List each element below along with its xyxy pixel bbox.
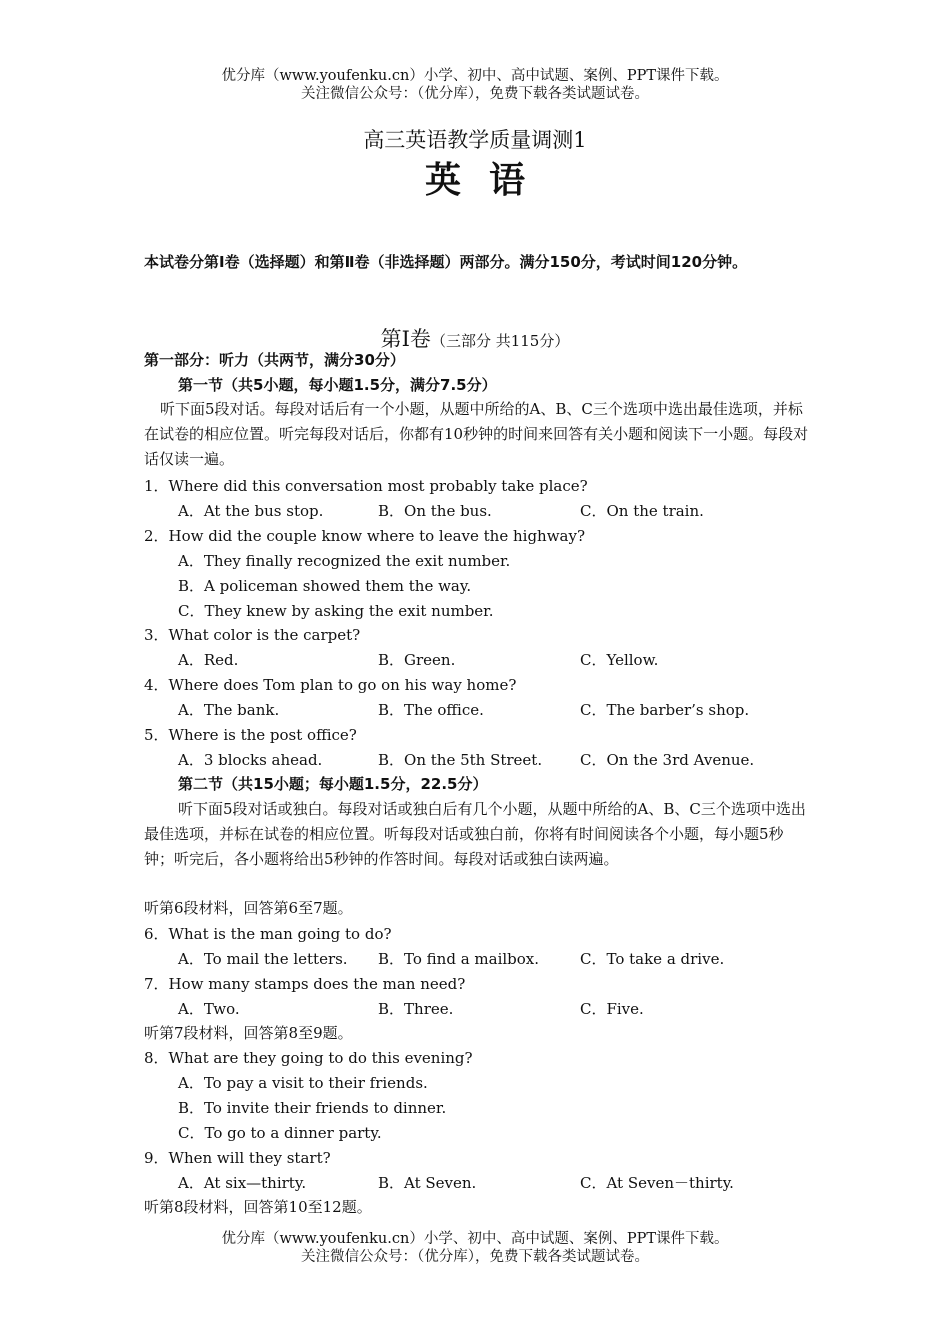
section2-title: 第二节（共15小题；每小题1.5分，22.5分） — [178, 775, 488, 793]
question-2-option-b: B．A policeman showed them the way. — [178, 577, 472, 595]
question-9-option-a: A．At six—thirty. — [178, 1174, 307, 1192]
question-3-stem: 3．What color is the carpet? — [144, 626, 361, 644]
page-header-line-2: 关注微信公众号：（优分库），免费下载各类试题试卷。 — [301, 86, 649, 102]
question-6-stem: 6．What is the man going to do? — [144, 925, 392, 943]
subject-title: 英语 — [424, 160, 553, 201]
volume-note: （三部分 共115分） — [430, 332, 570, 350]
question-1-stem: 1．Where did this conversation most probably take place? — [144, 477, 588, 495]
page-footer-line-2: 关注微信公众号：（优分库），免费下载各类试题试卷。 — [301, 1249, 649, 1265]
question-8-option-c: C．To go to a dinner party. — [178, 1124, 382, 1142]
question-5-option-c: C．On the 3rd Avenue. — [580, 751, 755, 769]
question-3-option-c: C．Yellow. — [580, 651, 659, 669]
question-8-stem: 8．What are they going to do this evening? — [144, 1049, 473, 1067]
question-4-option-c: C．The barber’s shop. — [580, 701, 750, 719]
volume-title: 第Ⅰ卷 — [380, 327, 431, 351]
question-4-stem: 4．Where does Tom plan to go on his way home? — [144, 676, 517, 694]
question-1-option-c: C．On the train. — [580, 502, 704, 520]
material-8-instruction: 听第8段材料，回答第10至12题。 — [144, 1198, 372, 1216]
page-header-line-1: 优分库（www.youfenku.cn）小学、初中、高中试题、案例、PPT课件下载。 — [221, 68, 729, 84]
question-5-option-a: A．3 blocks ahead. — [178, 751, 323, 769]
question-1-option-b: B．On the bus. — [378, 502, 492, 520]
question-5-option-b: B．On the 5th Street. — [378, 751, 543, 769]
page-footer-line-1: 优分库（www.youfenku.cn）小学、初中、高中试题、案例、PPT课件下载。 — [221, 1231, 729, 1247]
section2-directions: 听下面5段对话或独白。每段对话或独白后有几个小题，从题中所给的A、B、C三个选项中选出最佳选项，并标在试卷的相应位置。听每段对话或独白前，你将有时间阅读各个小题，每小题5秒钟；听完后，各小题将给出5秒钟的作答时间。每段对话或独白读两遍。 — [144, 800, 806, 868]
exam-intro: 本试卷分第Ⅰ卷（选择题）和第Ⅱ卷（非选择题）两部分。满分150分，考试时间120分钟。 — [144, 253, 748, 271]
part1-title: 第一部分：听力（共两节，满分30分） — [144, 351, 405, 369]
question-7-option-a: A．Two. — [178, 1000, 240, 1018]
material-7-instruction: 听第7段材料，回答第8至9题。 — [144, 1024, 353, 1042]
question-2-option-a: A．They finally recognized the exit number. — [178, 552, 511, 570]
question-9-stem: 9．When will they start? — [144, 1149, 331, 1167]
section1-title: 第一节（共5小题，每小题1.5分，满分7.5分） — [178, 376, 497, 394]
exam-title: 高三英语教学质量调测1 — [363, 128, 587, 152]
section1-directions: 听下面5段对话。每段对话后有一个小题，从题中所给的A、B、C三个选项中选出最佳选项，并标在试卷的相应位置。听完每段对话后，你都有10秒钟的时间来回答有关小题和阅读下一小题。每段对话仅读一遍。 — [144, 400, 809, 468]
question-9-option-c: C．At Seven－thirty. — [580, 1174, 734, 1192]
question-2-stem: 2．How did the couple know where to leave the highway? — [144, 527, 585, 545]
question-8-option-b: B．To invite their friends to dinner. — [178, 1099, 447, 1117]
volume-heading — [0, 323, 950, 353]
question-4-option-a: A．The bank. — [178, 701, 280, 719]
question-7-option-c: C．Five. — [580, 1000, 644, 1018]
question-5-stem: 5．Where is the post office? — [144, 726, 357, 744]
question-2-option-c: C．They knew by asking the exit number. — [178, 602, 494, 620]
question-6-option-a: A．To mail the letters. — [178, 950, 348, 968]
question-9-option-b: B．At Seven. — [378, 1174, 477, 1192]
question-7-option-b: B．Three. — [378, 1000, 454, 1018]
question-8-option-a: A．To pay a visit to their friends. — [178, 1074, 428, 1092]
question-3-option-b: B．Green. — [378, 651, 456, 669]
question-6-option-b: B．To find a mailbox. — [378, 950, 540, 968]
question-6-option-c: C．To take a drive. — [580, 950, 725, 968]
question-3-option-a: A．Red. — [178, 651, 239, 669]
question-4-option-b: B．The office. — [378, 701, 484, 719]
question-1-option-a: A．At the bus stop. — [178, 502, 324, 520]
material-6-instruction: 听第6段材料，回答第6至7题。 — [144, 899, 353, 917]
question-7-stem: 7．How many stamps does the man need? — [144, 975, 466, 993]
